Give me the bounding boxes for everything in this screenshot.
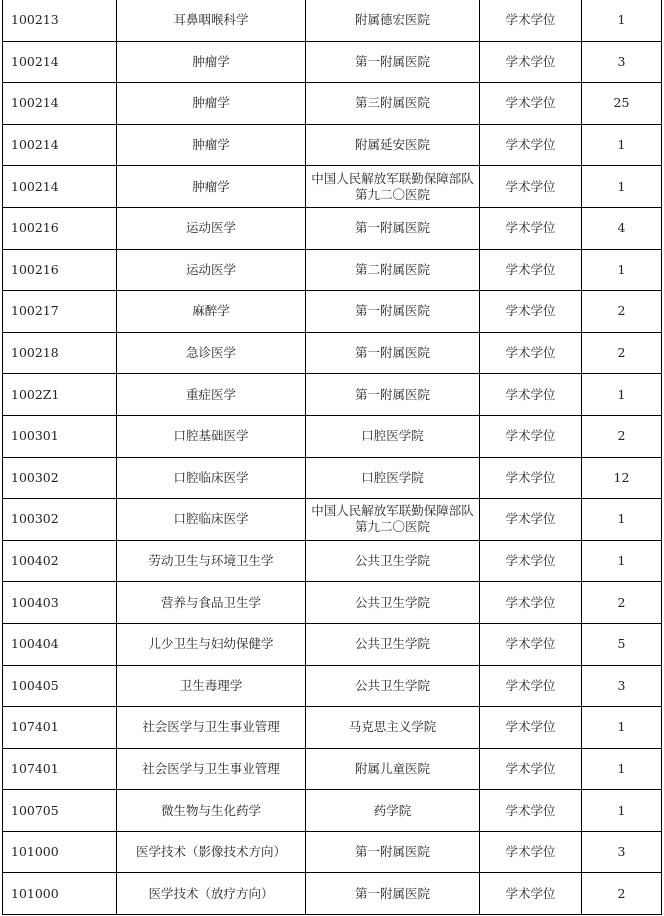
- cell-quota: 25: [582, 83, 662, 125]
- cell-quota: 2: [582, 291, 662, 333]
- cell-major-code: 100405: [3, 665, 117, 707]
- cell-training-unit: 第一附属医院: [306, 41, 480, 83]
- cell-major-code: 100214: [3, 166, 117, 208]
- cell-training-unit: 马克思主义学院: [306, 707, 480, 749]
- cell-quota: 5: [582, 623, 662, 665]
- cell-major-code: 100217: [3, 291, 117, 333]
- cell-quota: 1: [582, 249, 662, 291]
- table-row: [3, 831, 662, 873]
- cell-quota: 1: [582, 0, 662, 41]
- cell-quota: 1: [582, 374, 662, 416]
- cell-training-unit: 附属儿童医院: [306, 748, 480, 790]
- cell-degree-type: 学术学位: [480, 707, 582, 749]
- table-row: [3, 457, 662, 499]
- cell-major-code: 100218: [3, 332, 117, 374]
- cell-training-unit: 第三附属医院: [306, 83, 480, 125]
- table-row: [3, 582, 662, 624]
- table-row: [3, 374, 662, 416]
- cell-major-name: 口腔基础医学: [117, 415, 306, 457]
- cell-quota: 12: [582, 457, 662, 499]
- cell-training-unit: 第一附属医院: [306, 873, 480, 915]
- cell-degree-type: 学术学位: [480, 831, 582, 873]
- cell-major-name: 运动医学: [117, 249, 306, 291]
- cell-major-name: 麻醉学: [117, 291, 306, 333]
- cell-major-code: 101000: [3, 873, 117, 915]
- cell-major-name: 口腔临床医学: [117, 499, 306, 541]
- cell-training-unit: 口腔医学院: [306, 457, 480, 499]
- cell-degree-type: 学术学位: [480, 499, 582, 541]
- cell-major-name: 社会医学与卫生事业管理: [117, 707, 306, 749]
- cell-quota: 4: [582, 207, 662, 249]
- cell-degree-type: 学术学位: [480, 873, 582, 915]
- cell-degree-type: 学术学位: [480, 207, 582, 249]
- cell-quota: 1: [582, 166, 662, 208]
- cell-major-code: 100302: [3, 457, 117, 499]
- cell-quota: 3: [582, 665, 662, 707]
- cell-major-name: 劳动卫生与环境卫生学: [117, 540, 306, 582]
- cell-major-code: 100302: [3, 499, 117, 541]
- cell-training-unit: 公共卫生学院: [306, 540, 480, 582]
- cell-degree-type: 学术学位: [480, 415, 582, 457]
- cell-training-unit: 中国人民解放军联勤保障部队第九二〇医院: [306, 499, 480, 541]
- cell-major-code: 100216: [3, 249, 117, 291]
- cell-major-name: 急诊医学: [117, 332, 306, 374]
- cell-training-unit: 第一附属医院: [306, 374, 480, 416]
- cell-quota: 2: [582, 415, 662, 457]
- cell-major-name: 运动医学: [117, 207, 306, 249]
- cell-major-name: 肿瘤学: [117, 124, 306, 166]
- cell-training-unit: 中国人民解放军联勤保障部队第九二〇医院: [306, 166, 480, 208]
- cell-degree-type: 学术学位: [480, 457, 582, 499]
- cell-degree-type: 学术学位: [480, 582, 582, 624]
- table-row: [3, 291, 662, 333]
- cell-degree-type: 学术学位: [480, 332, 582, 374]
- cell-training-unit: 第一附属医院: [306, 332, 480, 374]
- table-row: [3, 790, 662, 832]
- table-row: [3, 166, 662, 208]
- admissions-table: [2, 0, 662, 915]
- cell-training-unit: 第一附属医院: [306, 291, 480, 333]
- cell-major-name: 肿瘤学: [117, 166, 306, 208]
- cell-major-code: 101000: [3, 831, 117, 873]
- cell-major-code: 100214: [3, 41, 117, 83]
- cell-quota: 1: [582, 790, 662, 832]
- cell-major-code: 107401: [3, 748, 117, 790]
- cell-major-code: 1002Z1: [3, 374, 117, 416]
- cell-major-code: 100213: [3, 0, 117, 41]
- cell-training-unit: 公共卫生学院: [306, 665, 480, 707]
- cell-major-name: 医学技术（影像技术方向）: [117, 831, 306, 873]
- table-row: [3, 207, 662, 249]
- cell-degree-type: 学术学位: [480, 166, 582, 208]
- admissions-table-body: [3, 0, 662, 915]
- cell-quota: 2: [582, 582, 662, 624]
- cell-major-name: 微生物与生化药学: [117, 790, 306, 832]
- cell-degree-type: 学术学位: [480, 790, 582, 832]
- cell-major-name: 口腔临床医学: [117, 457, 306, 499]
- table-row: [3, 873, 662, 915]
- cell-major-name: 肿瘤学: [117, 83, 306, 125]
- table-row: [3, 499, 662, 541]
- cell-quota: 1: [582, 499, 662, 541]
- cell-degree-type: 学术学位: [480, 249, 582, 291]
- cell-major-code: 100402: [3, 540, 117, 582]
- cell-quota: 3: [582, 831, 662, 873]
- cell-major-code: 100216: [3, 207, 117, 249]
- cell-training-unit: 药学院: [306, 790, 480, 832]
- table-row: [3, 124, 662, 166]
- cell-major-code: 100403: [3, 582, 117, 624]
- cell-training-unit: 公共卫生学院: [306, 582, 480, 624]
- cell-training-unit: 第二附属医院: [306, 249, 480, 291]
- cell-major-name: 营养与食品卫生学: [117, 582, 306, 624]
- cell-quota: 2: [582, 332, 662, 374]
- cell-major-name: 儿少卫生与妇幼保健学: [117, 623, 306, 665]
- cell-degree-type: 学术学位: [480, 748, 582, 790]
- table-row: [3, 83, 662, 125]
- table-row: [3, 748, 662, 790]
- cell-degree-type: 学术学位: [480, 623, 582, 665]
- cell-major-name: 卫生毒理学: [117, 665, 306, 707]
- cell-major-name: 耳鼻咽喉科学: [117, 0, 306, 41]
- cell-degree-type: 学术学位: [480, 540, 582, 582]
- cell-degree-type: 学术学位: [480, 124, 582, 166]
- cell-major-code: 100301: [3, 415, 117, 457]
- cell-training-unit: 第一附属医院: [306, 207, 480, 249]
- cell-quota: 1: [582, 540, 662, 582]
- cell-degree-type: 学术学位: [480, 291, 582, 333]
- cell-major-code: 100705: [3, 790, 117, 832]
- table-row: [3, 249, 662, 291]
- cell-quota: 1: [582, 124, 662, 166]
- cell-training-unit: 附属德宏医院: [306, 0, 480, 41]
- cell-degree-type: 学术学位: [480, 41, 582, 83]
- cell-quota: 1: [582, 748, 662, 790]
- table-row: [3, 415, 662, 457]
- cell-major-name: 医学技术（放疗方向）: [117, 873, 306, 915]
- cell-quota: 1: [582, 707, 662, 749]
- cell-degree-type: 学术学位: [480, 665, 582, 707]
- cell-training-unit: 附属延安医院: [306, 124, 480, 166]
- cell-quota: 2: [582, 873, 662, 915]
- cell-major-code: 100214: [3, 124, 117, 166]
- table-row: [3, 332, 662, 374]
- cell-major-name: 重症医学: [117, 374, 306, 416]
- table-row: [3, 623, 662, 665]
- table-row: [3, 665, 662, 707]
- cell-training-unit: 第一附属医院: [306, 831, 480, 873]
- cell-major-code: 107401: [3, 707, 117, 749]
- cell-major-code: 100404: [3, 623, 117, 665]
- cell-training-unit: 公共卫生学院: [306, 623, 480, 665]
- cell-major-name: 肿瘤学: [117, 41, 306, 83]
- table-row: [3, 0, 662, 41]
- cell-degree-type: 学术学位: [480, 0, 582, 41]
- cell-major-name: 社会医学与卫生事业管理: [117, 748, 306, 790]
- cell-training-unit: 口腔医学院: [306, 415, 480, 457]
- table-row: [3, 41, 662, 83]
- cell-major-code: 100214: [3, 83, 117, 125]
- cell-quota: 3: [582, 41, 662, 83]
- cell-degree-type: 学术学位: [480, 83, 582, 125]
- table-row: [3, 707, 662, 749]
- table-row: [3, 540, 662, 582]
- cell-degree-type: 学术学位: [480, 374, 582, 416]
